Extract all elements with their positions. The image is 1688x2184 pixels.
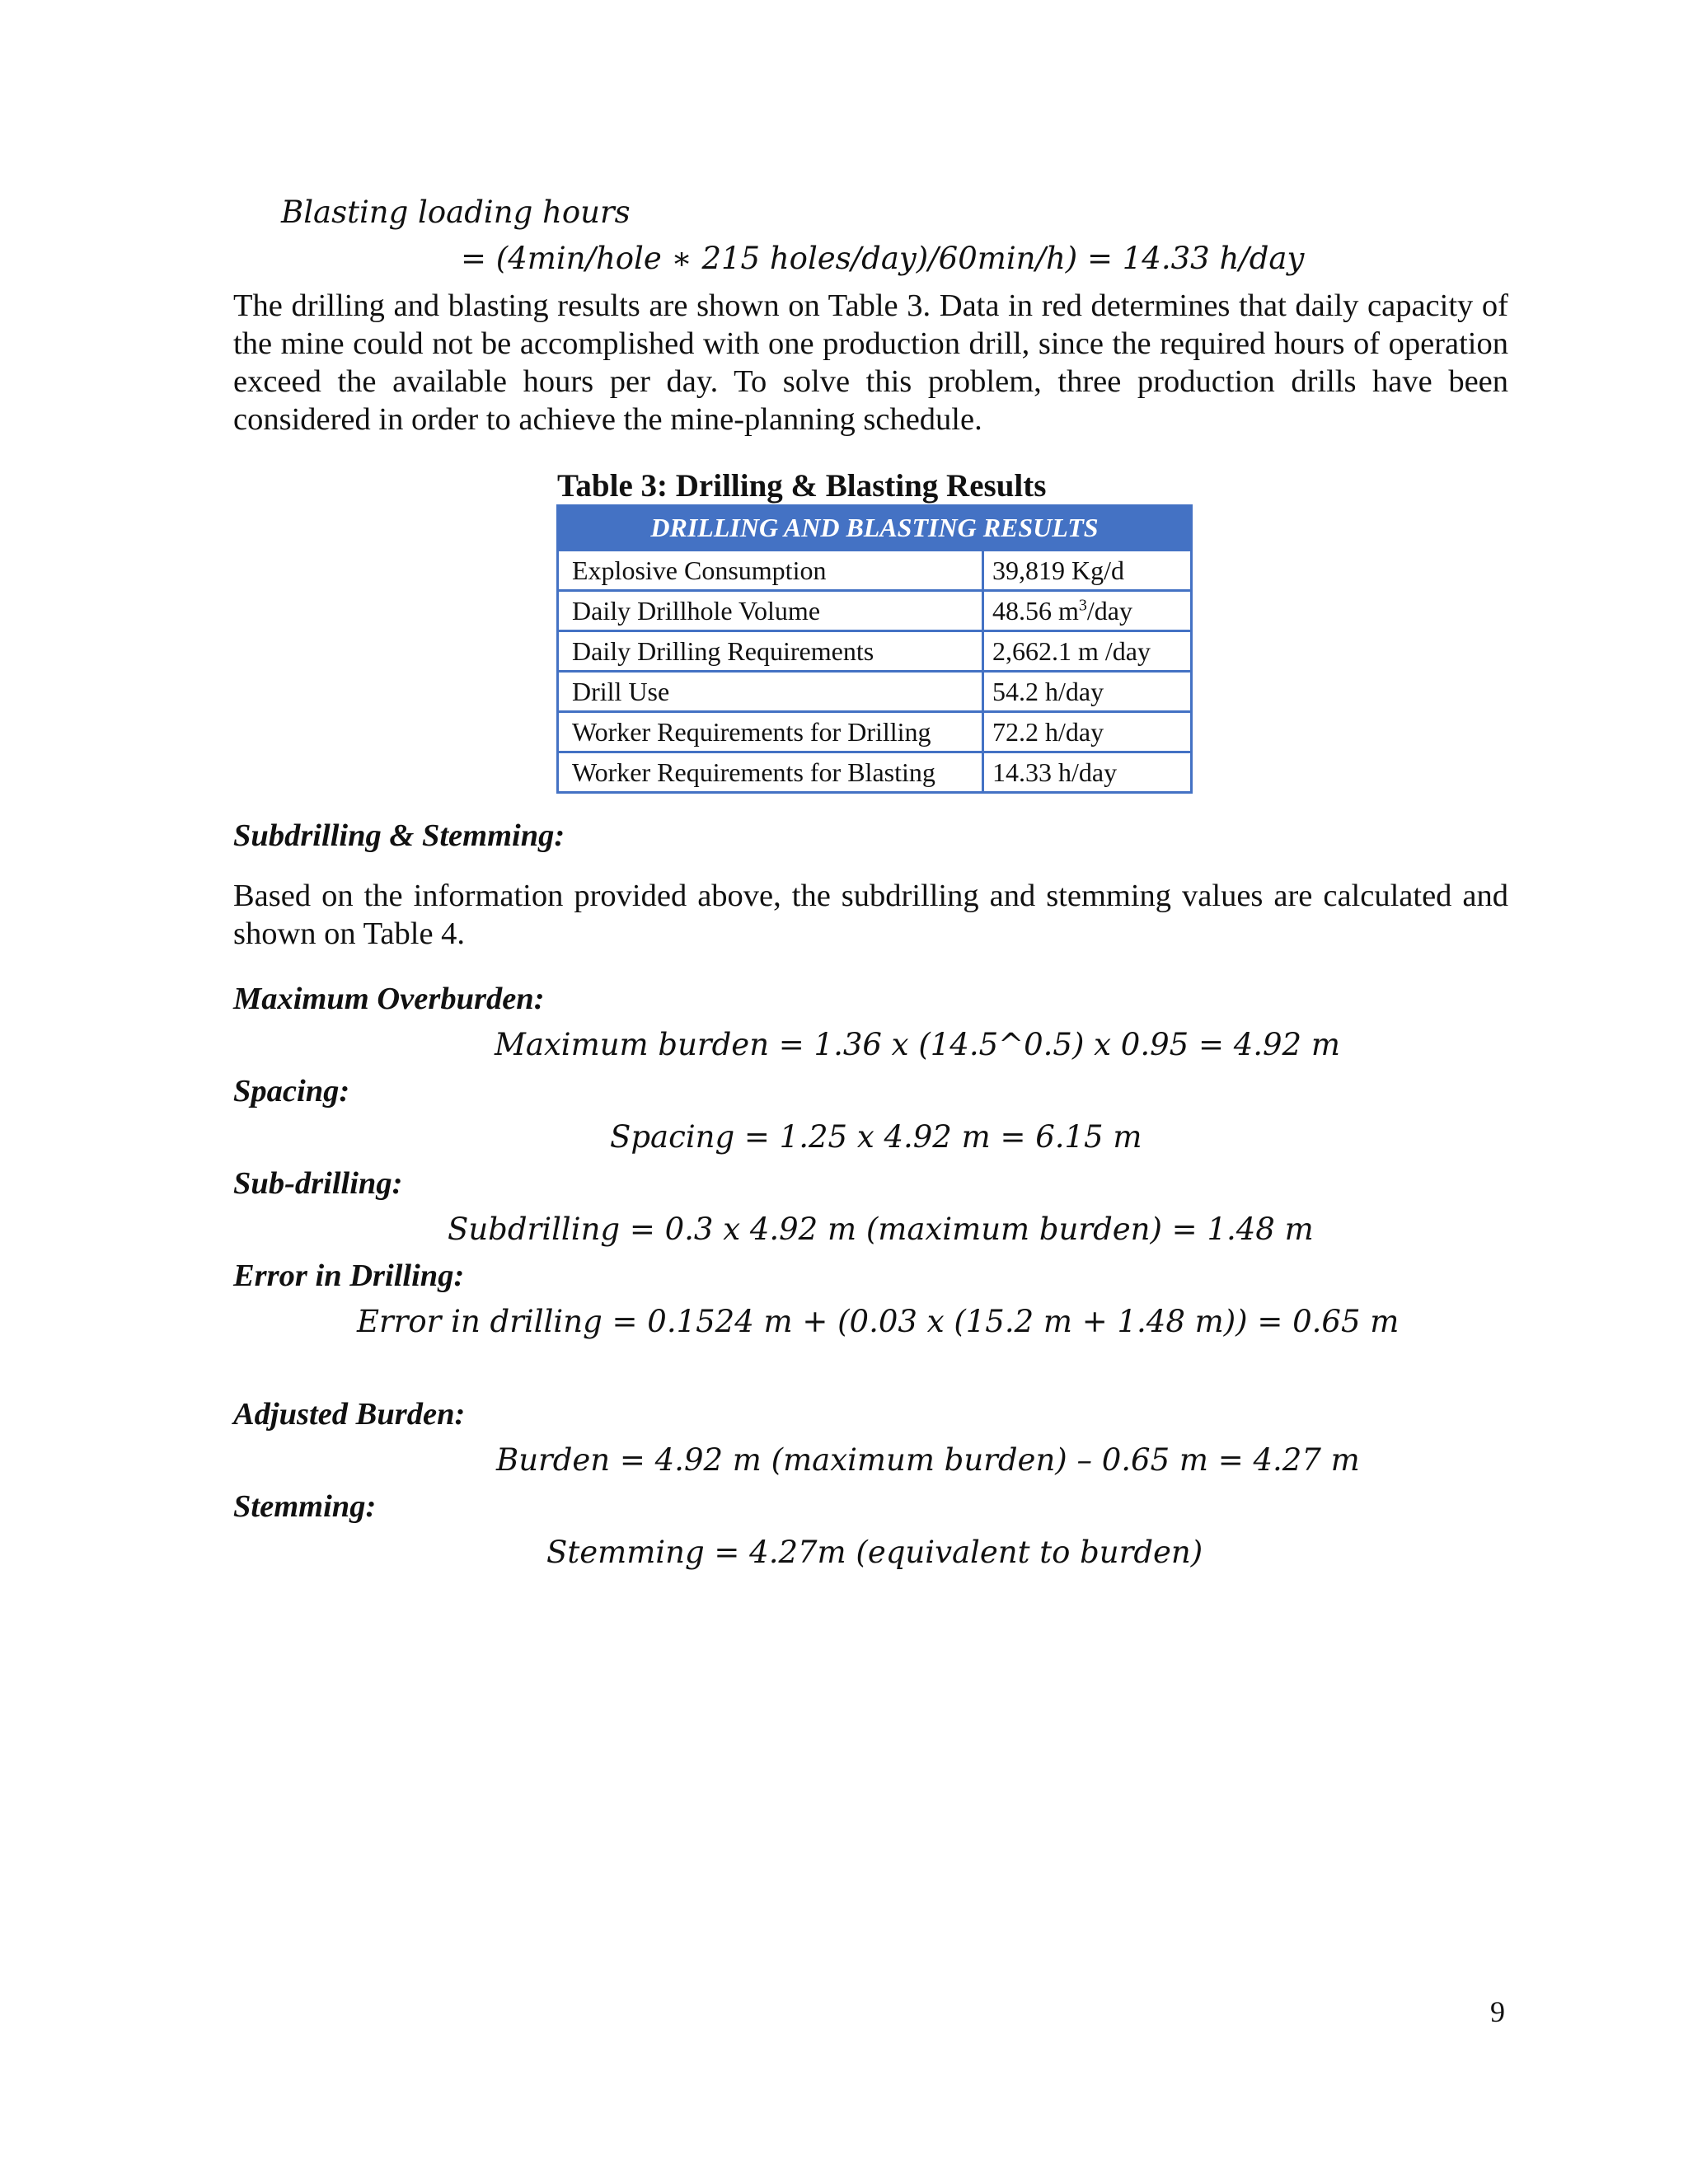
stemming-formula: Stemming = 4.27m (equivalent to burden)	[546, 1535, 1203, 1570]
row-label: Explosive Consumption	[558, 551, 983, 591]
row-value: 39,819 Kg/d	[983, 551, 1192, 591]
intro-paragraph: The drilling and blasting results are shown on Table 3. Data in red determines that daily capacity of the mine could not be accomplished with one production drill, since the required hours of operation exceed the available hours per day. To solve this problem, three production drills have been considered in order to achieve the mine-planning schedule.	[233, 288, 1508, 437]
max-overburden-heading: Maximum Overburden:	[233, 982, 545, 1016]
spacing-formula: Spacing = 1.25 x 4.92 m = 6.15 m	[610, 1119, 1142, 1155]
table-row	[558, 591, 1192, 631]
subdrill-formula: Subdrilling = 0.3 x 4.92 m (maximum burden) = 1.48 m	[448, 1212, 1314, 1247]
blasting-loading-formula: = (4min/hole ∗ 215 holes/day)/60min/h) = 14.33 h/day	[461, 241, 1305, 276]
spacing-heading: Spacing:	[233, 1074, 350, 1108]
row-value-cell	[983, 591, 1192, 631]
row-value: 54.2 h/day	[983, 672, 1192, 712]
adjusted-burden-heading: Adjusted Burden:	[233, 1397, 466, 1432]
results-table	[556, 504, 1193, 794]
table-title: Table 3: Drilling & Blasting Results	[557, 468, 1047, 504]
table-row	[558, 672, 1192, 712]
table-row	[558, 712, 1192, 752]
stemming-heading: Stemming:	[233, 1489, 377, 1524]
error-heading: Error in Drilling:	[233, 1258, 465, 1293]
subdrilling-heading: Subdrilling & Stemming:	[233, 818, 565, 853]
blasting-loading-label: Blasting loading hours	[281, 194, 631, 230]
row-value: 72.2 h/day	[983, 712, 1192, 752]
table-row	[558, 752, 1192, 793]
page-number: 9	[1490, 1995, 1505, 2028]
row-label: Daily Drilling Requirements	[558, 631, 983, 672]
table-header: DRILLING AND BLASTING RESULTS	[558, 506, 1192, 551]
table-header-row	[558, 506, 1192, 551]
row-value-suffix: /day	[1086, 595, 1132, 626]
row-label: Daily Drillhole Volume	[558, 591, 983, 631]
row-label: Worker Requirements for Drilling	[558, 712, 983, 752]
row-value: 2,662.1 m /day	[983, 631, 1192, 672]
adjusted-burden-formula: Burden = 4.92 m (maximum burden) – 0.65 m = 4.27 m	[496, 1442, 1360, 1478]
max-overburden-formula: Maximum burden = 1.36 x (14.5^0.5) x 0.95 = 4.92 m	[495, 1027, 1340, 1062]
row-label: Drill Use	[558, 672, 983, 712]
row-label: Worker Requirements for Blasting	[558, 752, 983, 793]
row-value: 48.56 m	[992, 595, 1079, 626]
subdrill-heading: Sub-drilling:	[233, 1166, 403, 1201]
row-value: 14.33 h/day	[983, 752, 1192, 793]
table-row	[558, 631, 1192, 672]
row-value-superscript: 3	[1078, 595, 1087, 614]
error-formula: Error in drilling = 0.1524 m + (0.03 x (15.2 m + 1.48 m)) = 0.65 m	[357, 1304, 1400, 1339]
table-row	[558, 551, 1192, 591]
subdrilling-paragraph: Based on the information provided above, the subdrilling and stemming values are calculated and shown on Table 4.	[233, 879, 1508, 951]
